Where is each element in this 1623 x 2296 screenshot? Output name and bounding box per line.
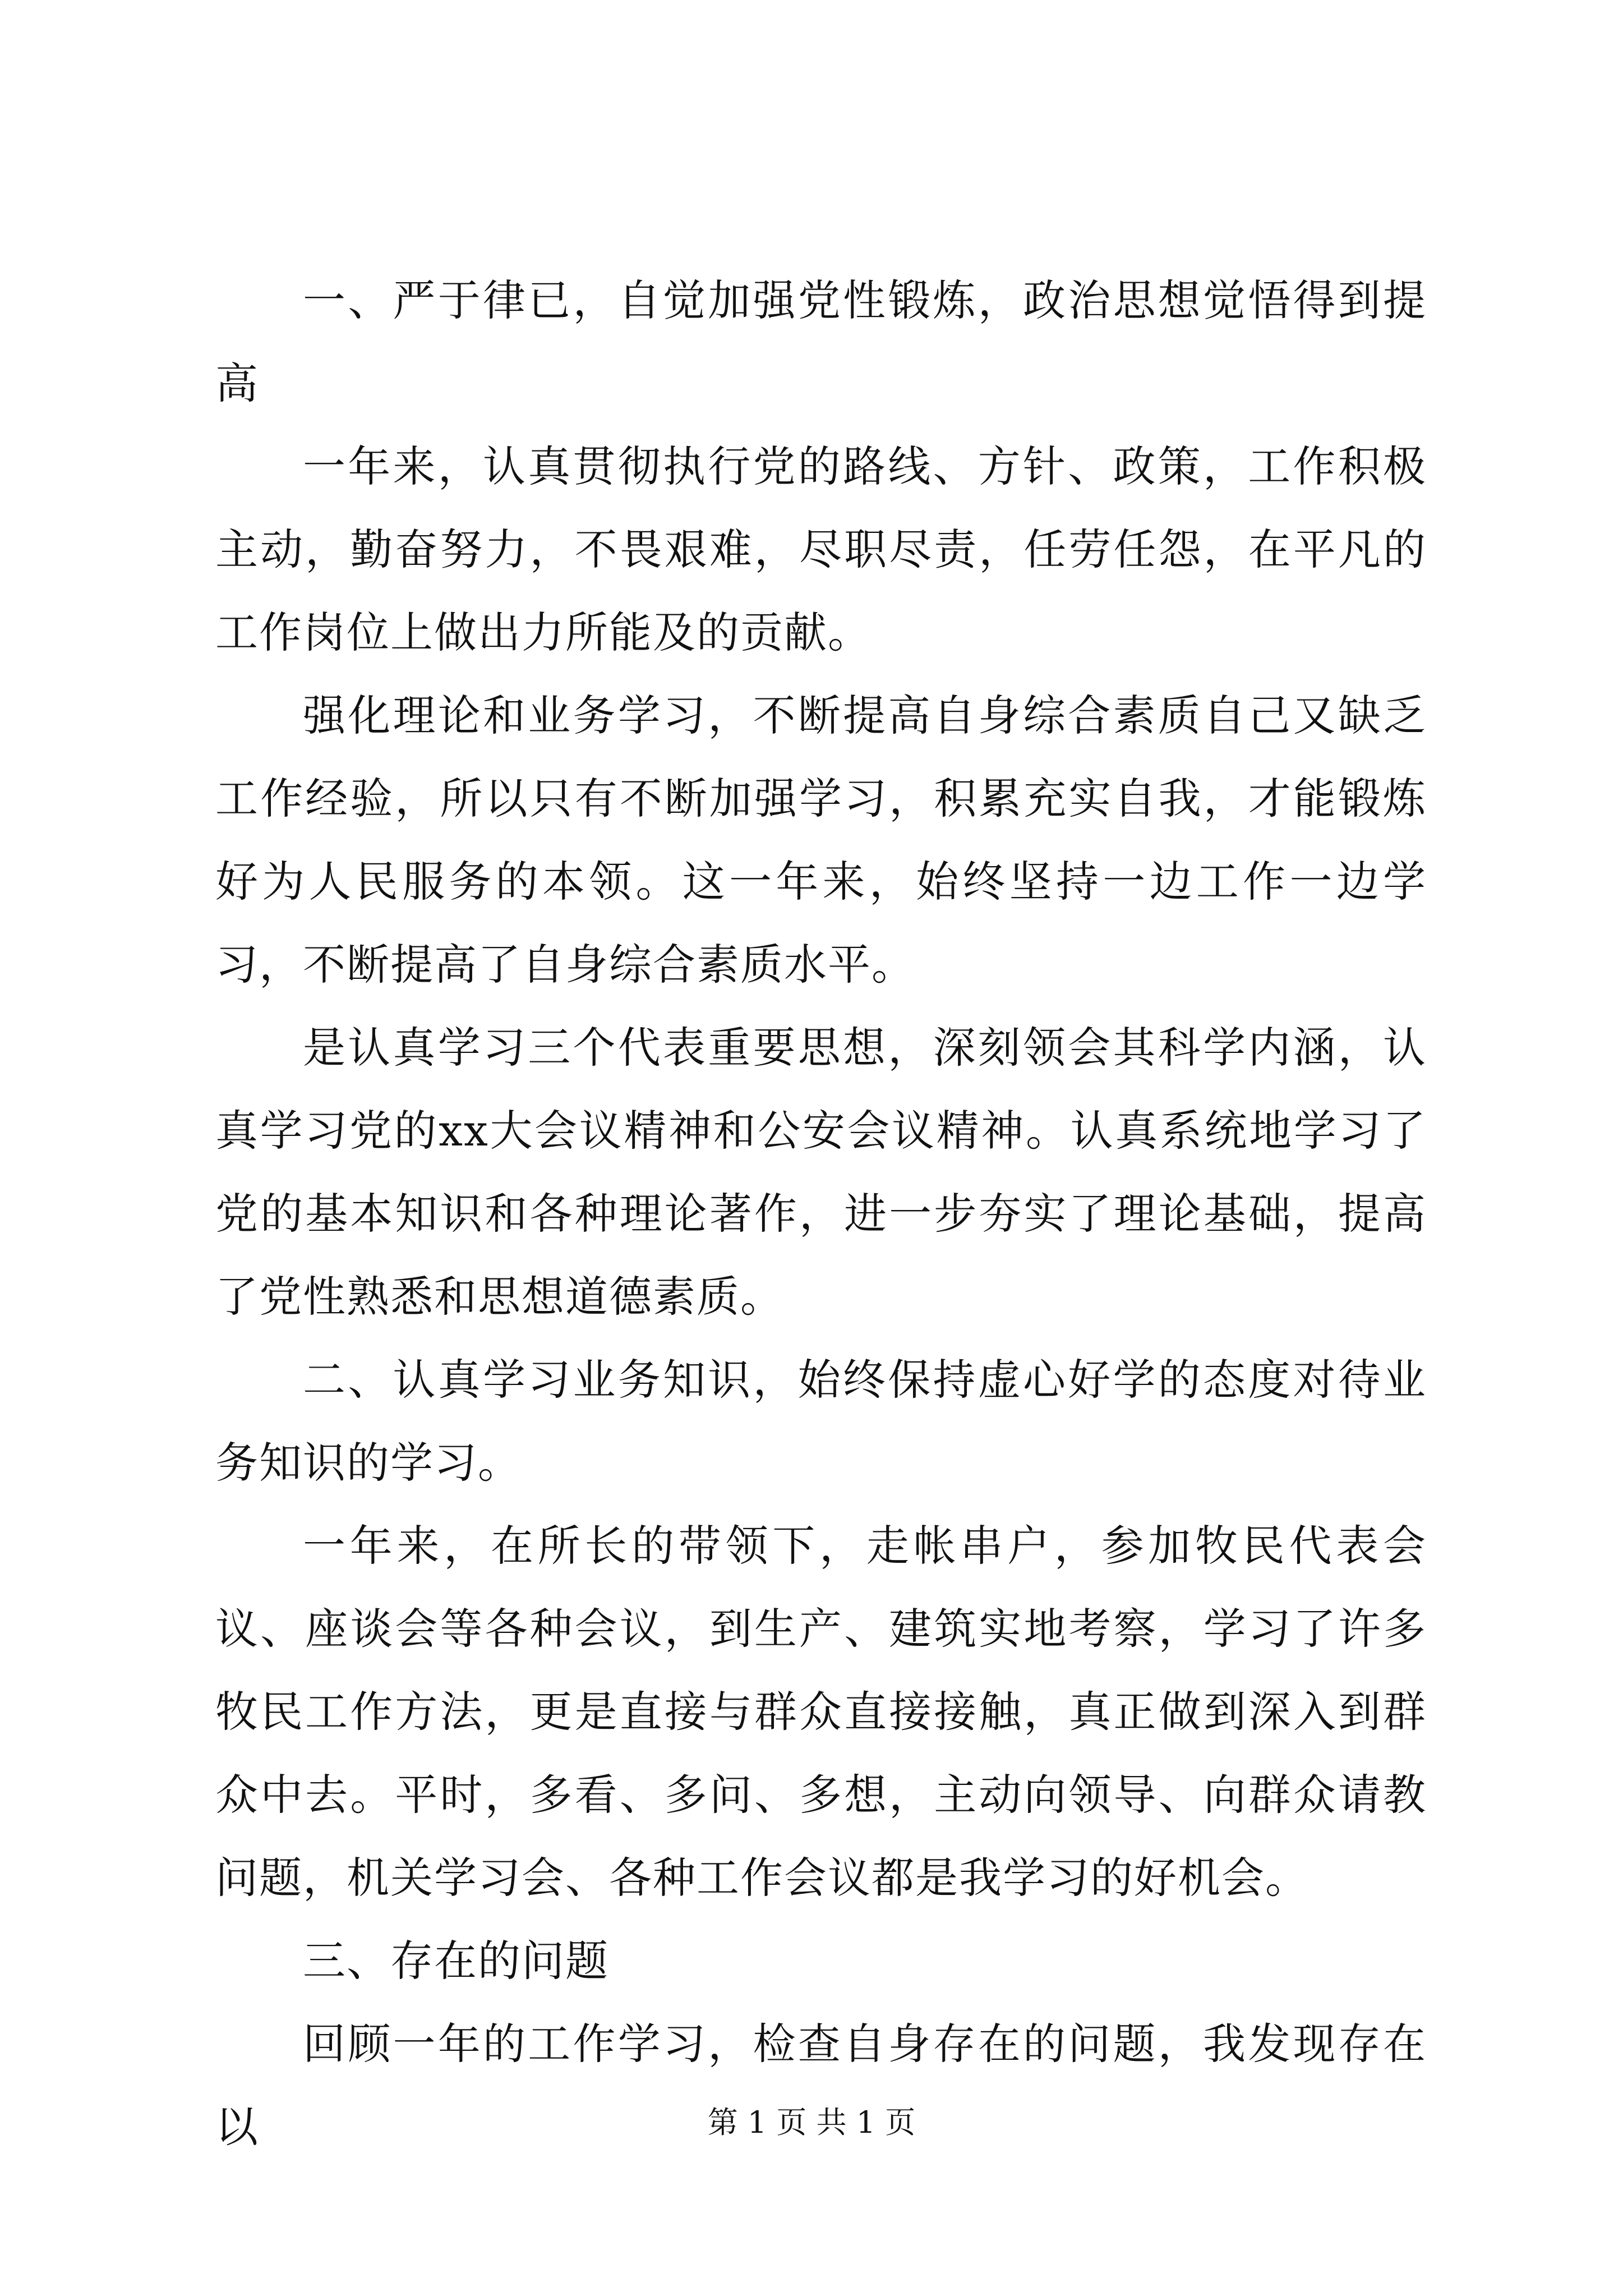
paragraph: 回顾一年的工作学习，检查自身存在的问题，我发现存在以 <box>215 2019 1427 2152</box>
document-body <box>215 259 1427 2169</box>
paragraph-heading-3: 三、存在的问题 <box>303 1936 609 1986</box>
paragraph: 是认真学习三个代表重要思想，深刻领会其科学内涵，认真学习党的xx大会议精神和公安会议精神。认真系统地学习了党的基本知识和各种理论著作，进一步夯实了理论基础，提高了党性熟悉和思想道德素质。 <box>215 1023 1427 1322</box>
paragraph: 强化理论和业务学习，不断提高自身综合素质自己又缺乏工作经验，所以只有不断加强学习，积累充实自我，才能锻炼好为人民服务的本领。这一年来，始终坚持一边工作一边学习，不断提高了自身综合素质水平。 <box>215 691 1427 990</box>
paragraph-heading-2: 二、认真学习业务知识，始终保持虚心好学的态度对待业务知识的学习。 <box>215 1355 1427 1488</box>
paragraph: 一年来，认真贯彻执行党的路线、方针、政策，工作积极主动，勤奋努力，不畏艰难，尽职尽责，任劳任怨，在平凡的工作岗位上做出力所能及的贡献。 <box>215 441 1427 657</box>
paragraph: 一年来，在所长的带领下，走帐串户，参加牧民代表会议、座谈会等各种会议，到生产、建筑实地考察，学习了许多牧民工作方法，更是直接与群众直接接触，真正做到深入到群众中去。平时，多看、多问、多想，主动向领导、向群众请教问题，机关学习会、各种工作会议都是我学习的好机会。 <box>215 1521 1427 1903</box>
paragraph-heading-1: 一、严于律已，自觉加强党性锻炼，政治思想觉悟得到提高 <box>215 275 1427 408</box>
page-footer: 第 1 页 共 1 页 <box>707 2105 916 2140</box>
